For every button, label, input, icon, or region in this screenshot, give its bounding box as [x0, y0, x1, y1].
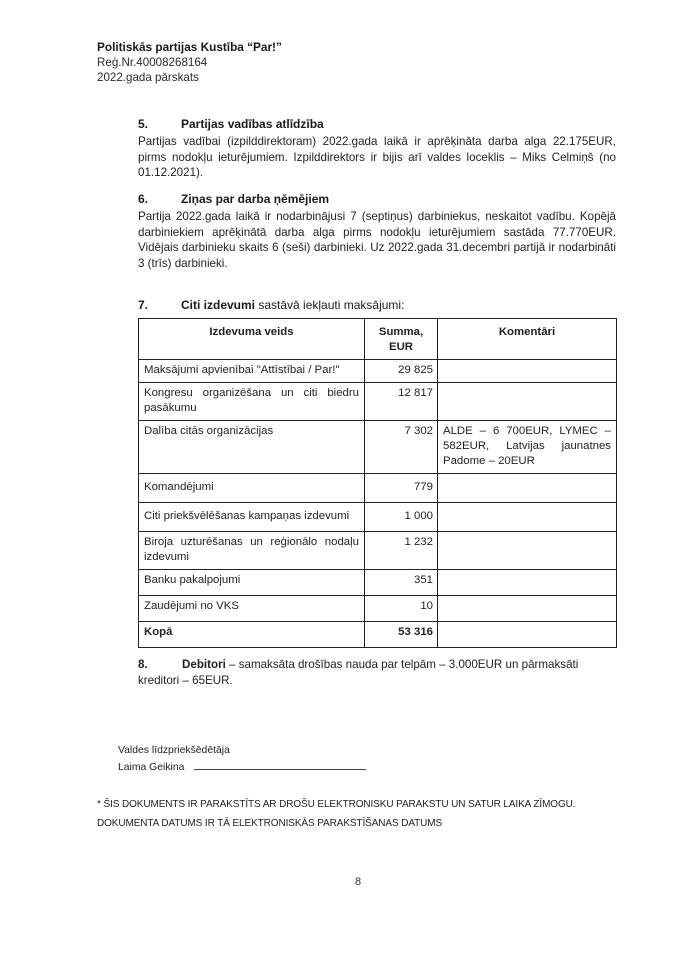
expense-amount: 1 232: [365, 532, 438, 570]
total-label: Kopā: [139, 622, 365, 648]
table-row: [139, 360, 617, 383]
section-7-heading: [138, 298, 616, 312]
total-comment: [438, 622, 617, 648]
expense-comment: [438, 503, 617, 532]
expenses-table: [138, 318, 617, 648]
section-title-rest: sastāvā iekļauti maksājumi:: [255, 298, 405, 312]
signatory-line: [118, 759, 366, 776]
section-8-text: – samaksāta drošības nauda par telpām – 3.000EUR un pārmaksāti kreditori – 65EUR.: [138, 658, 579, 687]
expense-comment: [438, 474, 617, 503]
table-total-row: [139, 622, 617, 648]
section-5: [138, 117, 616, 181]
section-6: [138, 192, 616, 271]
header-expense-type: Izdevuma veids: [139, 319, 365, 360]
expense-name: Zaudējumi no VKS: [139, 596, 365, 622]
section-number: 7.: [138, 298, 149, 312]
header-comments: Komentāri: [438, 319, 617, 360]
expense-amount: 29 825: [365, 360, 438, 383]
table-row: [139, 421, 617, 474]
table-row: [139, 570, 617, 596]
expense-amount: 779: [365, 474, 438, 503]
section-title: Citi izdevumi: [181, 298, 256, 312]
total-amount: 53 316: [365, 622, 438, 648]
expense-amount: 351: [365, 570, 438, 596]
section-6-text: Partija 2022.gada laikā ir nodarbinājusi 7 (septiņus) darbiniekus, neskaitot vadību. Kopējā darbiniekiem aprēķinātā darba alga pirms nodokļu ieturējumiem sastāda 77.770EUR. Vidējais darbinieku skaits 6 (seši) darbinieki. Uz 2022.gada 31.decembri partijā ir nodarbināti 3 (trīs) darbinieki.: [138, 210, 616, 270]
section-7: [138, 298, 616, 312]
expense-amount: 12 817: [365, 383, 438, 421]
table-row: [139, 383, 617, 421]
report-title: 2022.gada pārskats: [97, 71, 199, 84]
expense-comment: [438, 532, 617, 570]
section-5-text: Partijas vadībai (izpilddirektoram) 2022.gada laikā ir aprēķināta darba alga 22.175EUR, pirms nodokļu ieturējumiem. Izpilddirektors ir bijis arī valdes loceklis – Miks Celmiņš (no 01.12.2021).: [138, 135, 616, 179]
expense-name: Biroja uzturēšanas un reģionālo nodaļu izdevumi: [139, 532, 365, 570]
table-row: [139, 503, 617, 532]
section-8: [138, 657, 616, 688]
expense-name: Kongresu organizēšana un citi biedru pasākumu: [139, 383, 365, 421]
expense-amount: 1 000: [365, 503, 438, 532]
expense-name: Dalība citās organizācijas: [139, 421, 365, 474]
expense-amount: 7 302: [365, 421, 438, 474]
organization-name: Politiskās partijas Kustība “Par!”: [97, 40, 282, 54]
expense-name: Komandējumi: [139, 474, 365, 503]
signatory-name: Laima Geikina: [118, 762, 185, 773]
expense-comment: [438, 383, 617, 421]
signature-line: [194, 759, 366, 770]
expense-name: Citi priekšvēlēšanas kampaņas izdevumi: [139, 503, 365, 532]
signatory-role: Valdes līdzpriekšēdētāja: [118, 745, 230, 756]
section-number: 6.: [138, 192, 149, 206]
header-amount: Summa, EUR: [365, 319, 438, 360]
section-number: 5.: [138, 117, 149, 131]
expense-name: Maksājumi apvienībai "Attīstībai / Par!": [139, 360, 365, 383]
table-row: [139, 596, 617, 622]
document-header: [97, 40, 282, 85]
e-signature-notice: [97, 795, 575, 833]
registration-number: Reģ.Nr.40008268164: [97, 56, 208, 69]
expense-comment: [438, 570, 617, 596]
expense-comment: [438, 596, 617, 622]
section-title: Ziņas par darba ņēmējiem: [181, 192, 330, 206]
expense-comment: ALDE – 6 700EUR, LYMEC – 582EUR, Latvijas jaunatnes Padome – 20EUR: [438, 421, 617, 474]
page-number: 8: [354, 876, 362, 888]
table-row: [139, 532, 617, 570]
table-row: [139, 474, 617, 503]
section-5-heading: [138, 117, 616, 131]
section-number: 8.: [138, 658, 148, 671]
expense-amount: 10: [365, 596, 438, 622]
signature-block: [118, 742, 366, 776]
table-header-row: [139, 319, 617, 360]
section-title: Debitori: [182, 658, 226, 671]
notice-line-1: * ŠIS DOKUMENTS IR PARAKSTĪTS AR DROŠU ELEKTRONISKU PARAKSTU UN SATUR LAIKA ZĪMOGU.: [97, 799, 576, 810]
notice-line-2: DOKUMENTA DATUMS IR TĀ ELEKTRONISKĀS PARAKSTĪŠANAS DATUMS: [97, 818, 443, 829]
expense-comment: [438, 360, 617, 383]
section-6-heading: [138, 192, 616, 206]
section-title: Partijas vadības atlīdzība: [181, 117, 324, 131]
expense-name: Banku pakalpojumi: [139, 570, 365, 596]
